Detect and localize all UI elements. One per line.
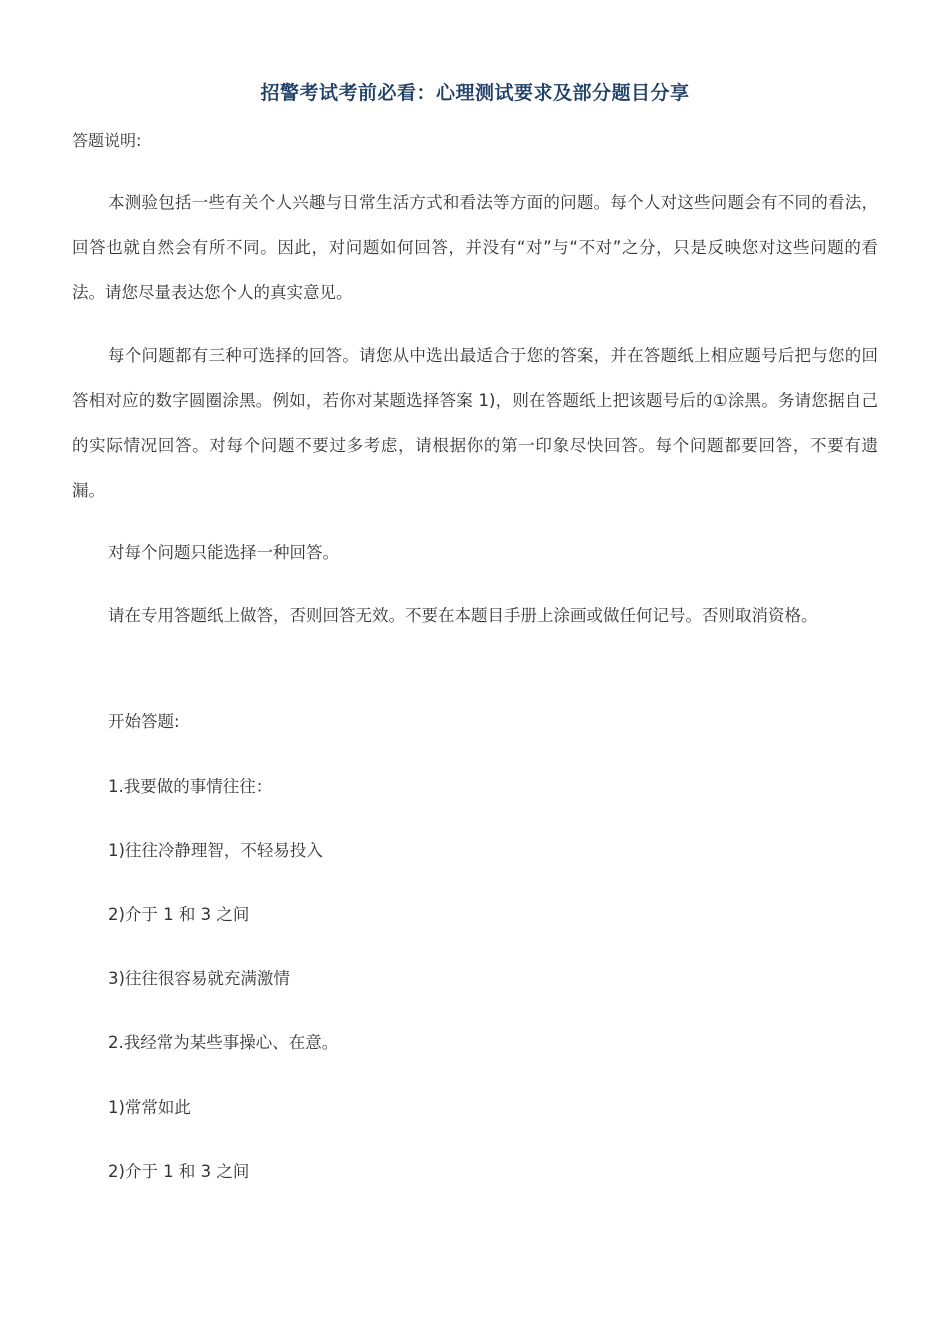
question-2-option-1: 1)常常如此 xyxy=(108,1098,191,1117)
question-1-option-1: 1)往往冷静理智，不轻易投入 xyxy=(108,841,323,860)
document-title: 招警考试考前必看：心理测试要求及部分题目分享 xyxy=(260,82,690,104)
paragraph-intro: 本测验包括一些有关个人兴趣与日常生活方式和看法等方面的问题。每个人对这些问题会有不同的看法，回答也就自然会有所不同。因此，对问题如何回答，并没有“对”与“不对”之分，只是反映您对这些问题的看法。请您尽量表达您个人的真实意见。 xyxy=(72,193,878,302)
question-1-option-2: 2)介于 1 和 3 之间 xyxy=(108,905,250,924)
paragraph-single-choice: 对每个问题只能选择一种回答。 xyxy=(108,543,339,562)
question-1: 1.我要做的事情往往： xyxy=(108,777,273,796)
start-answering-label: 开始答题: xyxy=(108,712,180,731)
question-2: 2.我经常为某些事操心、在意。 xyxy=(108,1033,339,1052)
question-2-option-2: 2)介于 1 和 3 之间 xyxy=(108,1162,250,1181)
paragraph-answer-sheet-rule: 请在专用答题纸上做答，否则回答无效。不要在本题目手册上涂画或做任何记号。否则取消资格。 xyxy=(108,606,818,625)
question-1-option-3: 3)往往很容易就充满激情 xyxy=(108,969,290,988)
paragraph-answer-method: 每个问题都有三种可选择的回答。请您从中选出最适合于您的答案，并在答题纸上相应题号后把与您的回答相对应的数字圆圈涂黑。例如，若你对某题选择答案 1)，则在答题纸上把该题号后的①涂黑。务请您据自己的实际情况回答。对每个问题不要过多考虑，请根据你的第一印象尽快回答。每个问题都要回答，不要有遗漏。 xyxy=(72,346,878,500)
instructions-label: 答题说明: xyxy=(72,131,142,150)
